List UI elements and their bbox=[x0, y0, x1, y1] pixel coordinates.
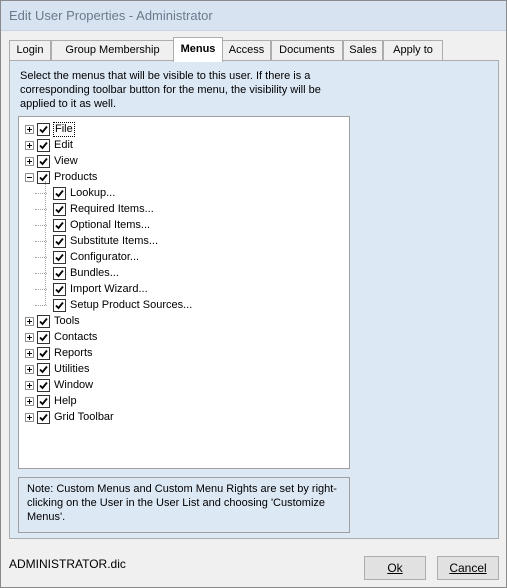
checkbox[interactable] bbox=[53, 299, 66, 312]
tree-connector bbox=[45, 181, 46, 305]
tree-node-substitute-items[interactable] bbox=[19, 233, 339, 249]
tree-node-label[interactable]: Edit bbox=[54, 139, 73, 151]
tree-node-edit[interactable] bbox=[19, 137, 339, 153]
ok-button[interactable] bbox=[364, 556, 426, 580]
tab-sales[interactable]: Sales bbox=[343, 40, 383, 61]
tree-node-label[interactable]: Substitute Items... bbox=[70, 235, 159, 247]
status-filename: ADMINISTRATOR.dic bbox=[9, 557, 126, 571]
tab-bar bbox=[9, 37, 499, 61]
tree-node-configurator[interactable] bbox=[19, 249, 339, 265]
tree-node-import-wizard[interactable] bbox=[19, 281, 339, 297]
tab-access[interactable]: Access bbox=[222, 40, 271, 61]
expand-icon[interactable] bbox=[25, 125, 34, 134]
checkbox[interactable] bbox=[37, 347, 50, 360]
checkbox[interactable] bbox=[37, 123, 50, 136]
checkbox[interactable] bbox=[37, 139, 50, 152]
tree-node-label[interactable]: Products bbox=[54, 171, 98, 183]
tab-documents[interactable]: Documents bbox=[271, 40, 343, 61]
menus-panel bbox=[9, 60, 499, 539]
expand-icon[interactable] bbox=[25, 413, 34, 422]
tree-node-label[interactable]: Lookup... bbox=[70, 187, 116, 199]
expand-icon[interactable] bbox=[25, 157, 34, 166]
checkbox[interactable] bbox=[37, 363, 50, 376]
ok-button-label: Ok bbox=[387, 561, 403, 575]
window-title: Edit User Properties - Administrator bbox=[9, 8, 213, 23]
tab-group-membership[interactable]: Group Membership bbox=[51, 40, 174, 61]
tree-node-view[interactable] bbox=[19, 153, 339, 169]
checkbox[interactable] bbox=[37, 315, 50, 328]
note-box: Note: Custom Menus and Custom Menu Rights are set by right-clicking on the User in the User List and choosing 'Customize Menus'. bbox=[18, 477, 350, 533]
tree-node-label[interactable]: Window bbox=[54, 379, 94, 391]
tree-node-utilities[interactable] bbox=[19, 361, 339, 377]
cancel-button-label: Cancel bbox=[449, 561, 487, 575]
checkbox[interactable] bbox=[53, 235, 66, 248]
tree-node-help[interactable] bbox=[19, 393, 339, 409]
tree-node-file[interactable] bbox=[19, 121, 339, 137]
tree-node-label[interactable]: Help bbox=[54, 395, 77, 407]
checkbox[interactable] bbox=[37, 331, 50, 344]
expand-icon[interactable] bbox=[25, 141, 34, 150]
expand-icon[interactable] bbox=[25, 317, 34, 326]
menu-tree[interactable] bbox=[18, 116, 350, 469]
expand-icon[interactable] bbox=[25, 349, 34, 358]
tree-node-label[interactable]: Tools bbox=[54, 315, 80, 327]
tree-node-label[interactable]: Import Wizard... bbox=[70, 283, 148, 295]
cancel-button[interactable] bbox=[437, 556, 499, 580]
tree-node-optional-items[interactable] bbox=[19, 217, 339, 233]
tree-node-products[interactable] bbox=[19, 169, 339, 185]
checkbox[interactable] bbox=[37, 411, 50, 424]
checkbox[interactable] bbox=[37, 395, 50, 408]
tree-node-label[interactable]: Required Items... bbox=[70, 203, 154, 215]
checkbox[interactable] bbox=[53, 187, 66, 200]
expand-icon[interactable] bbox=[25, 365, 34, 374]
tree-node-label[interactable]: Bundles... bbox=[70, 267, 119, 279]
checkbox[interactable] bbox=[37, 379, 50, 392]
tree-node-setup-product-sources[interactable] bbox=[19, 297, 339, 313]
tree-node-lookup[interactable] bbox=[19, 185, 339, 201]
checkbox[interactable] bbox=[53, 283, 66, 296]
tab-apply-to[interactable]: Apply to bbox=[383, 40, 443, 61]
tree-node-label[interactable]: Optional Items... bbox=[70, 219, 151, 231]
tree-node-contacts[interactable] bbox=[19, 329, 339, 345]
tree-node-label[interactable]: Utilities bbox=[54, 363, 90, 375]
tab-login[interactable]: Login bbox=[9, 40, 51, 61]
expand-icon[interactable] bbox=[25, 333, 34, 342]
tree-node-tools[interactable] bbox=[19, 313, 339, 329]
tree-node-label[interactable]: Reports bbox=[54, 347, 93, 359]
checkbox[interactable] bbox=[37, 155, 50, 168]
tree-node-grid-toolbar[interactable] bbox=[19, 409, 339, 425]
tree-node-label[interactable]: File bbox=[55, 123, 73, 135]
checkbox[interactable] bbox=[53, 267, 66, 280]
tree-node-label[interactable]: Contacts bbox=[54, 331, 98, 343]
collapse-icon[interactable] bbox=[25, 173, 34, 182]
checkbox[interactable] bbox=[37, 171, 50, 184]
tree-node-required-items[interactable] bbox=[19, 201, 339, 217]
tree-connector bbox=[35, 305, 47, 306]
title-bar[interactable] bbox=[1, 1, 506, 31]
expand-icon[interactable] bbox=[25, 397, 34, 406]
checkbox[interactable] bbox=[53, 251, 66, 264]
tree-node-bundles[interactable] bbox=[19, 265, 339, 281]
checkbox[interactable] bbox=[53, 203, 66, 216]
tree-node-window[interactable] bbox=[19, 377, 339, 393]
tree-node-label[interactable]: View bbox=[54, 155, 78, 167]
intro-text: Select the menus that will be visible to this user. If there is a corresponding toolbar button for the menu, the visibility will be applied to it as well. bbox=[20, 70, 321, 110]
tree-node-label[interactable]: Grid Toolbar bbox=[54, 411, 114, 423]
tree-node-label[interactable]: Setup Product Sources... bbox=[70, 299, 193, 311]
checkbox[interactable] bbox=[53, 219, 66, 232]
tree-node-label[interactable]: Configurator... bbox=[70, 251, 140, 263]
tree-node-reports[interactable] bbox=[19, 345, 339, 361]
expand-icon[interactable] bbox=[25, 381, 34, 390]
tab-menus[interactable]: Menus bbox=[173, 37, 223, 62]
